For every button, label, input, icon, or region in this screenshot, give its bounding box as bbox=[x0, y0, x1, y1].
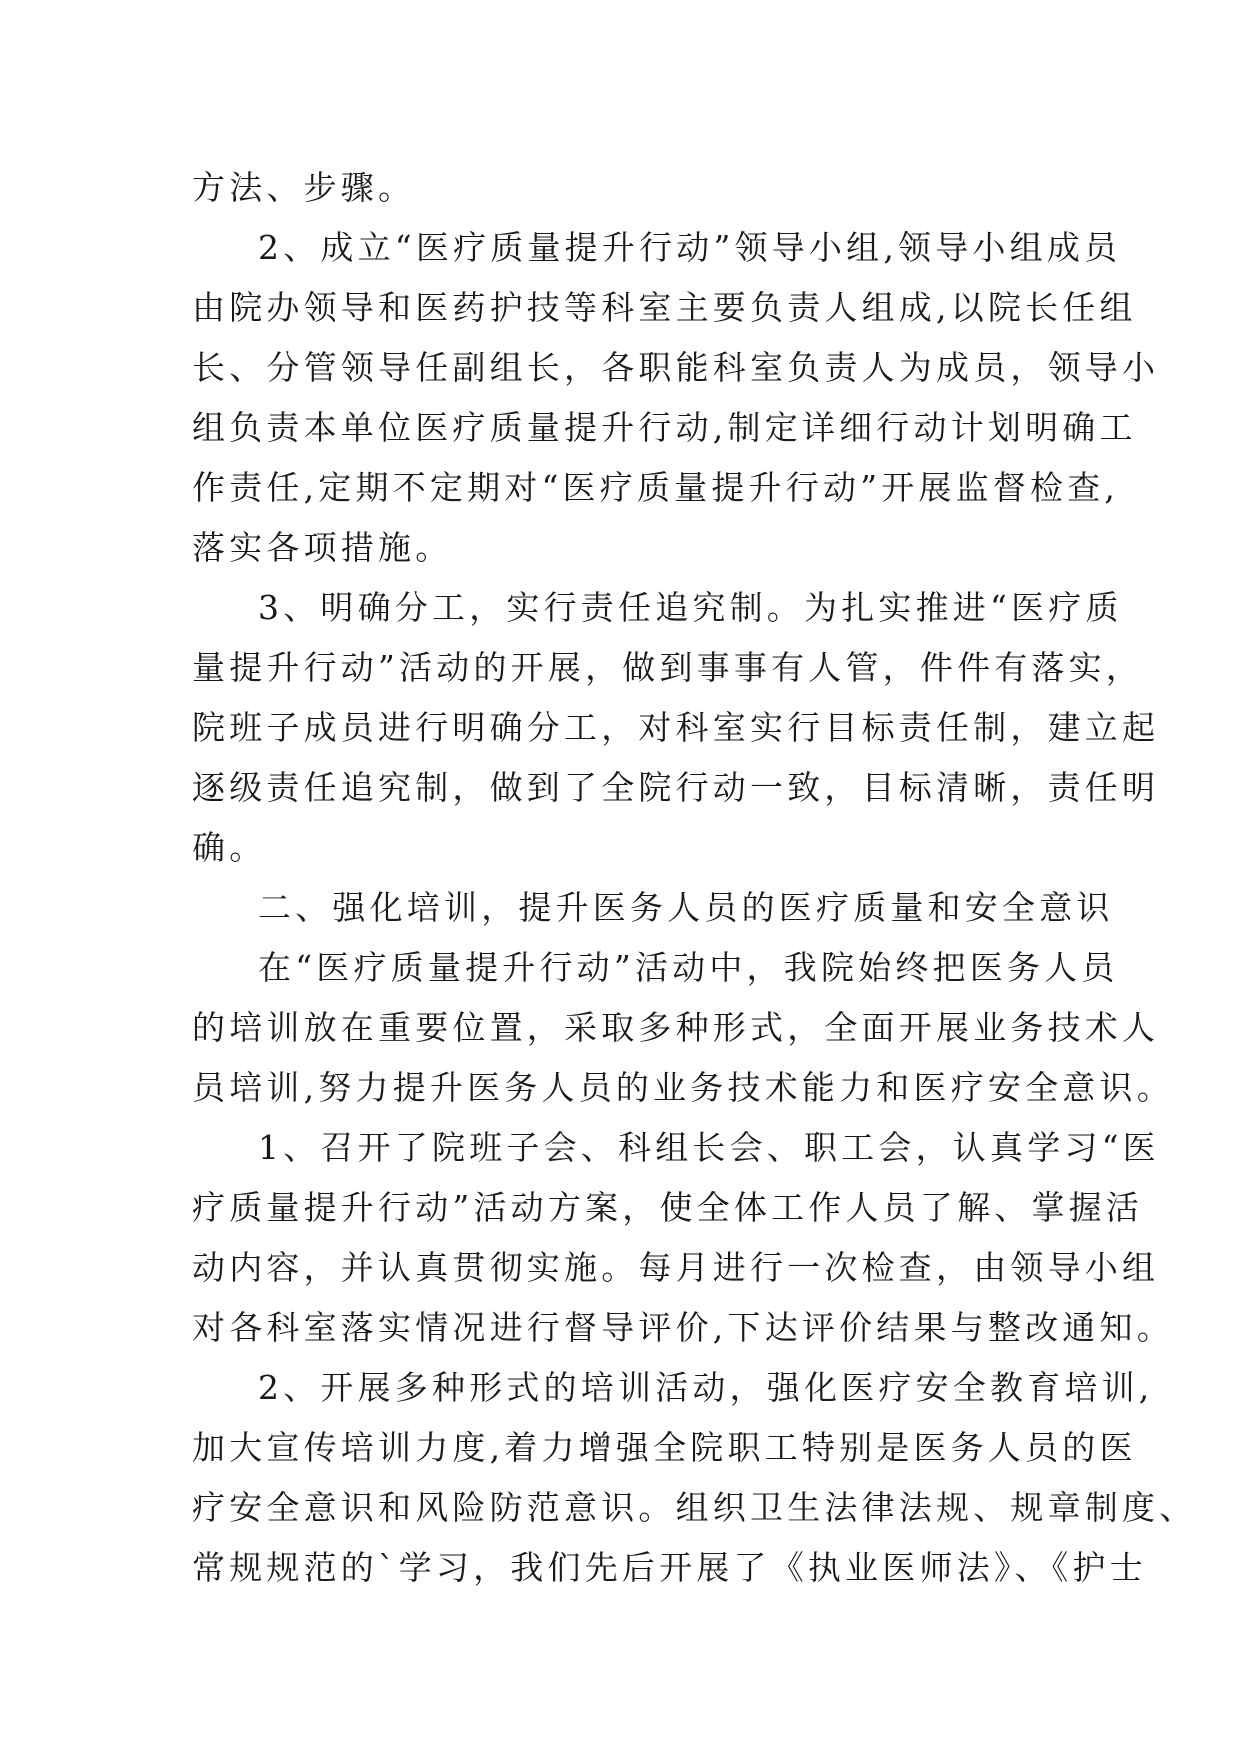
text-line: 由院办领导和医药护技等科室主要负责人组成,以院长任组 bbox=[192, 288, 1137, 327]
text-line: 对各科室落实情况进行督导评价,下达评价结果与整改通知。 bbox=[192, 1308, 1174, 1347]
text-line: 院班子成员进行明确分工，对科室实行目标责任制，建立起 bbox=[192, 708, 1160, 747]
text-line: 员培训,努力提升医务人员的业务技术能力和医疗安全意识。 bbox=[192, 1068, 1174, 1107]
text-line: 1、召开了院班子会、科组长会、职工会，认真学习“医 bbox=[258, 1128, 1160, 1167]
text-line: 确。 bbox=[192, 828, 267, 867]
text-line: 长、分管领导任副组长，各职能科室负责人为成员，领导小 bbox=[192, 348, 1160, 387]
text-line: 疗安全意识和风险防范意识。组织卫生法律法规、规章制度、 bbox=[192, 1488, 1197, 1527]
text-line: 作责任,定期不定期对“医疗质量提升行动”开展监督检查, bbox=[192, 468, 1120, 507]
text-line: 2、成立“医疗质量提升行动”领导小组,领导小组成员 bbox=[258, 228, 1122, 267]
text-line: 加大宣传培训力度,着力增强全院职工特别是医务人员的医 bbox=[192, 1428, 1137, 1467]
text-line: 疗质量提升行动”活动方案，使全体工作人员了解、掌握活 bbox=[192, 1188, 1144, 1227]
text-line: 常规规范的`学习，我们先后开展了《执业医师法》、《护士 bbox=[192, 1548, 1147, 1587]
text-line: 二、强化培训，提升医务人员的医疗质量和安全意识 bbox=[258, 888, 1114, 927]
text-line: 量提升行动”活动的开展，做到事事有人管，件件有落实， bbox=[192, 648, 1144, 687]
text-line: 方法、步骤。 bbox=[192, 168, 416, 207]
text-line: 2、开展多种形式的培训活动，强化医疗安全教育培训, bbox=[258, 1368, 1154, 1407]
text-line: 组负责本单位医疗质量提升行动,制定详细行动计划明确工 bbox=[192, 408, 1137, 447]
text-line: 动内容，并认真贯彻实施。每月进行一次检查，由领导小组 bbox=[192, 1248, 1160, 1287]
text-line: 逐级责任追究制，做到了全院行动一致，目标清晰，责任明 bbox=[192, 768, 1160, 807]
text-line: 落实各项措施。 bbox=[192, 528, 453, 567]
text-line: 的培训放在重要位置，采取多种形式，全面开展业务技术人 bbox=[192, 1008, 1160, 1047]
text-line: 3、明确分工，实行责任追究制。为扎实推进“医疗质 bbox=[258, 588, 1123, 627]
text-line: 在“医疗质量提升行动”活动中，我院始终把医务人员 bbox=[258, 948, 1119, 987]
document-body bbox=[192, 158, 1197, 1598]
